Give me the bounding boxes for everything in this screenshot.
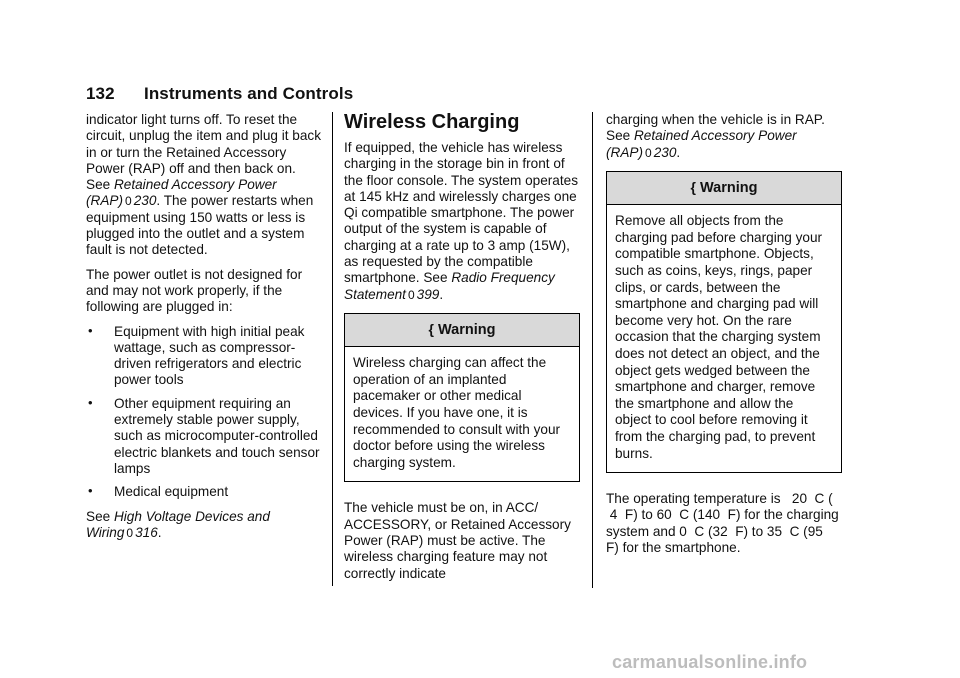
column-3 — [606, 112, 842, 564]
section-title: Instruments and Controls — [144, 84, 354, 103]
reference-page[interactable]: 230 — [133, 193, 157, 209]
warning-title: Warning — [699, 179, 758, 196]
paragraph-vehicle-on: The vehicle must be on, in ACC/ ACCESSORY, or Retained Accessory Power (RAP) must be active. The wireless charging feature may not correctly indicate — [344, 500, 571, 581]
page-ref-icon: 0 — [407, 287, 415, 302]
page-number: 132 — [86, 84, 115, 103]
warning-icon: { — [428, 320, 434, 337]
cross-reference-link[interactable]: Retained Accessory Power (RAP) — [606, 128, 797, 160]
paragraph-reset-circuit — [86, 112, 322, 259]
column-2 — [344, 110, 580, 590]
page-ref-icon: 0 — [125, 194, 132, 209]
warning-body: Wireless charging can affect the operation of an implanted pacemaker or other medical devices. If you have one, it is recommended to consult with your doctor before using the wireless charging system. — [353, 355, 561, 470]
paragraph-text: . The power restarts when equipment using 150 watts or less is plugged into the outlet and a system fault is not detected. — [86, 193, 314, 258]
warning-icon: { — [690, 178, 696, 195]
warning-header — [345, 314, 579, 347]
paragraph-text: charging when the vehicle is in RAP. See — [606, 112, 825, 144]
watermark: carmanualsonline.info — [612, 652, 808, 672]
paragraph-operating-temperature: The operating temperature is 20 C ( 4 F) to 60 C (140 F) for the charging system and 0 C (32 F) to 35 C (95 F) for the smartphone. — [606, 491, 839, 555]
page-header — [86, 84, 353, 104]
paragraph-wireless-intro — [344, 140, 580, 303]
page-ref-icon: 0 — [126, 525, 134, 540]
paragraph-see-also — [86, 509, 322, 542]
paragraph-text: If equipped, the vehicle has wireless charging in the storage bin in front of the floor console. The system operates at 145 kHz and wirelessly charges one Qi compatible smartphone. The power output of the system is capable of charging at a rate up to 3 amp (15W), as requested by the compatible smartphone. See — [344, 140, 578, 286]
column-1 — [86, 112, 322, 549]
cross-reference-link[interactable]: Radio Frequency Statement — [344, 270, 555, 302]
list-item: • Other equipment requiring an extremely stable power supply, such as microcomputer-controlled electric blankets and touch sensor lamps — [86, 396, 322, 477]
column-divider-2 — [592, 112, 593, 588]
cross-reference-link[interactable]: High Voltage Devices and Wiring — [86, 508, 270, 540]
list-item: • Equipment with high initial peak wattage, such as compressor-driven refrigerators and electric power tools — [86, 324, 322, 389]
cross-reference-link[interactable]: Retained Accessory Power (RAP) — [86, 177, 277, 209]
warning-box — [344, 313, 580, 482]
page-ref-icon: 0 — [645, 145, 652, 160]
paragraph-text: indicator light turns off. To reset the circuit, unplug the item and plug it back in or turn the Retained Accessory Power (RAP) off and then back on. See — [86, 112, 322, 193]
reference-page[interactable]: 230 — [653, 144, 677, 160]
column-divider-1 — [332, 112, 333, 586]
paragraph-rap-charging — [606, 112, 842, 161]
reference-page[interactable]: 316 — [135, 524, 158, 540]
paragraph-text: See — [86, 508, 114, 524]
warning-box — [606, 171, 842, 473]
list-item: • Medical equipment — [86, 484, 322, 500]
paragraph-outlet-warning: The power outlet is not designed for and may not work properly, if the following are plugged in: — [86, 266, 303, 315]
warning-title: Warning — [437, 321, 496, 338]
paragraph-text: . — [439, 286, 444, 302]
warning-body: Remove all objects from the charging pad before charging your compatible smartphone. Objects, such as coins, keys, rings, paper clips, or cards, between the smartphone and charging pad will become very hot. On the rare occasion that the charging system does not detect an object, and the object gets wedged between the smartphone and charger, remove the smartphone and allow the object to cool before removing it from the charging pad, to prevent burns. — [615, 213, 823, 461]
bullet-list — [86, 324, 322, 501]
warning-header — [607, 172, 841, 205]
paragraph-text: . — [676, 144, 681, 160]
paragraph-text: . — [157, 524, 162, 540]
reference-page[interactable]: 399 — [416, 286, 440, 302]
section-heading: Wireless Charging — [344, 111, 520, 133]
